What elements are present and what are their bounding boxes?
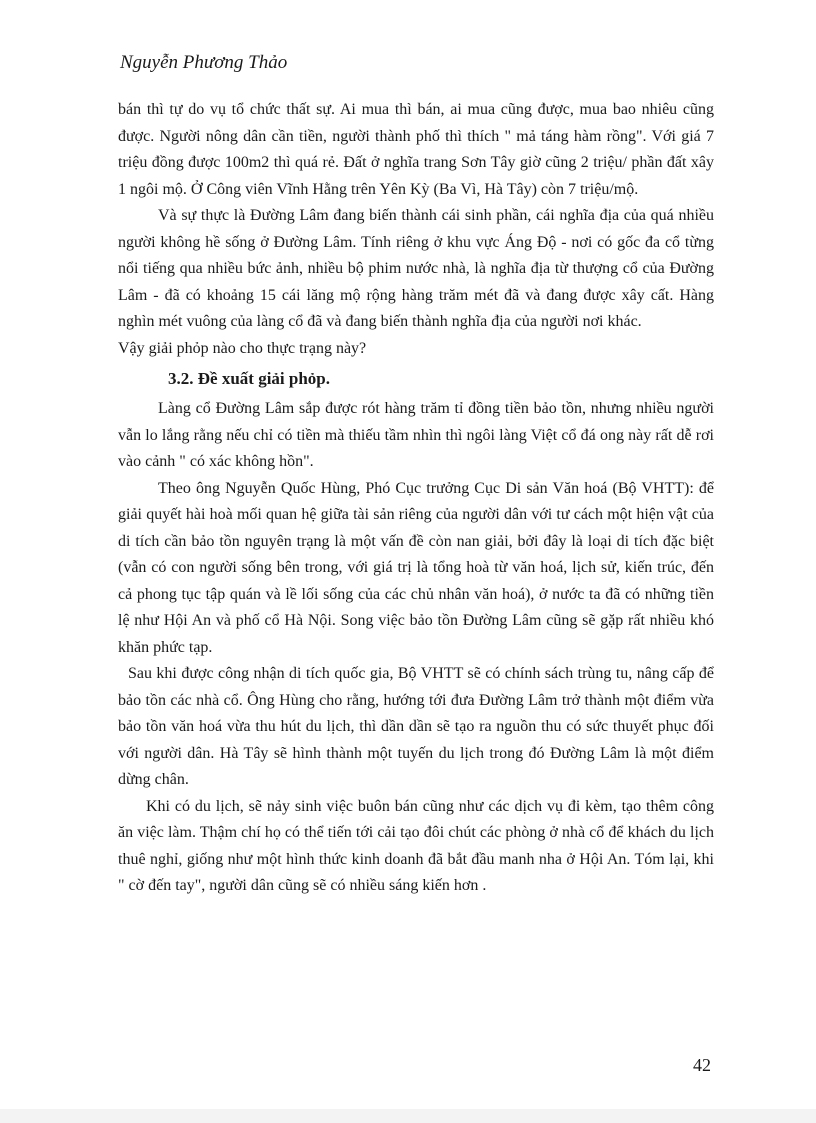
page-bottom-strip [0, 1109, 816, 1123]
paragraph-question: Vậy giải phỏp nào cho thực trạng này? [118, 339, 367, 357]
running-header-author: Nguyễn Phương Thảo [120, 52, 288, 73]
section-heading: 3.2. Đề xuất giải phỏp. [168, 369, 330, 388]
body-text [118, 97, 714, 900]
paragraph-tourism: Khi có du lịch, sẽ nảy sinh việc buôn bán cũng như các dịch vụ đi kèm, tạo thêm công ăn việc làm. Thậm chí họ có thể tiến tới cải tạo đôi chút các phòng ở nhà cổ để khách du lịch thuê nghỉ, giống như một hình thức kinh doanh đã bắt đầu manh nha ở Hội An. Tóm lại, khi " cờ đến tay", người dân cũng sẽ có nhiều sáng kiến hơn . [118, 797, 714, 894]
paragraph-funding: Làng cổ Đường Lâm sắp được rót hàng trăm tỉ đồng tiền bảo tồn, nhưng nhiều người vẫn lo lắng rằng nếu chỉ có tiền mà thiếu tầm nhìn thì ngôi làng Việt cổ đá ong này rất dễ rơi vào cảnh " có xác không hồn". [118, 400, 714, 470]
paragraph-land-sales: bán thì tự do vụ tổ chức thất sự. Ai mua thì bán, ai mua cũng được, mua bao nhiêu cũng được. Người nông dân cần tiền, người thành phố thì thích " mả táng hàm rồng". Với giá 7 triệu đồng được 100m2 thì quá rẻ. Đất ở nghĩa trang Sơn Tây giờ cũng 2 triệu/ phần đất xây 1 ngôi mộ. Ở Công viên Vĩnh Hằng trên Yên Kỳ (Ba Vì, Hà Tây) còn 7 triệu/mộ. [118, 101, 714, 198]
paragraph-cemetery: Và sự thực là Đường Lâm đang biến thành cái sinh phần, cái nghĩa địa của quá nhiều người không hề sống ở Đường Lâm. Tính riêng ở khu vực Áng Độ - nơi có gốc đa cổ từng nổi tiếng qua nhiều bức ảnh, nhiều bộ phim nước nhà, là nghĩa địa từ thượng cổ của Đường Lâm - đã có khoảng 15 cái lăng mộ rộng hàng trăm mét đã và đang được xây cất. Hàng nghìn mét vuông của làng cổ đã và đang biến thành nghĩa địa của người nơi khác. [118, 207, 714, 330]
paragraph-nguyen-quoc-hung: Theo ông Nguyễn Quốc Hùng, Phó Cục trưởng Cục Di sản Văn hoá (Bộ VHTT): để giải quyết hài hoà mối quan hệ giữa tài sản riêng của người dân với tư cách một hiện vật của di tích cần bảo tồn nguyên trạng là một vấn đề còn nan giải, bởi đây là loại di tích đặc biệt (vẫn có con người sống bên trong, với giá trị là tổng hoà từ văn hoá, lịch sử, kiến trúc, đến cả phong tục tập quán và lề lối sống của các chủ nhân văn hoá), ở nước ta đã có những tiền lệ như Hội An và phố cổ Hà Nội. Song việc bảo tồn Đường Lâm cũng sẽ gặp rất nhiều khó khăn phức tạp. [118, 479, 714, 656]
page-number: 42 [693, 1055, 711, 1075]
paragraph-recognition: Sau khi được công nhận di tích quốc gia, Bộ VHTT sẽ có chính sách trùng tu, nâng cấp để bảo tồn các nhà cổ. Ông Hùng cho rằng, hướng tới đưa Đường Lâm trở thành một điểm vừa bảo tồn văn hoá vừa thu hút du lịch, thì dần dần sẽ tạo ra nguồn thu có sức thuyết phục đối với người dân. Hà Tây sẽ hình thành một tuyến du lịch trong đó Đường Lâm là một điểm dừng chân. [118, 665, 714, 788]
